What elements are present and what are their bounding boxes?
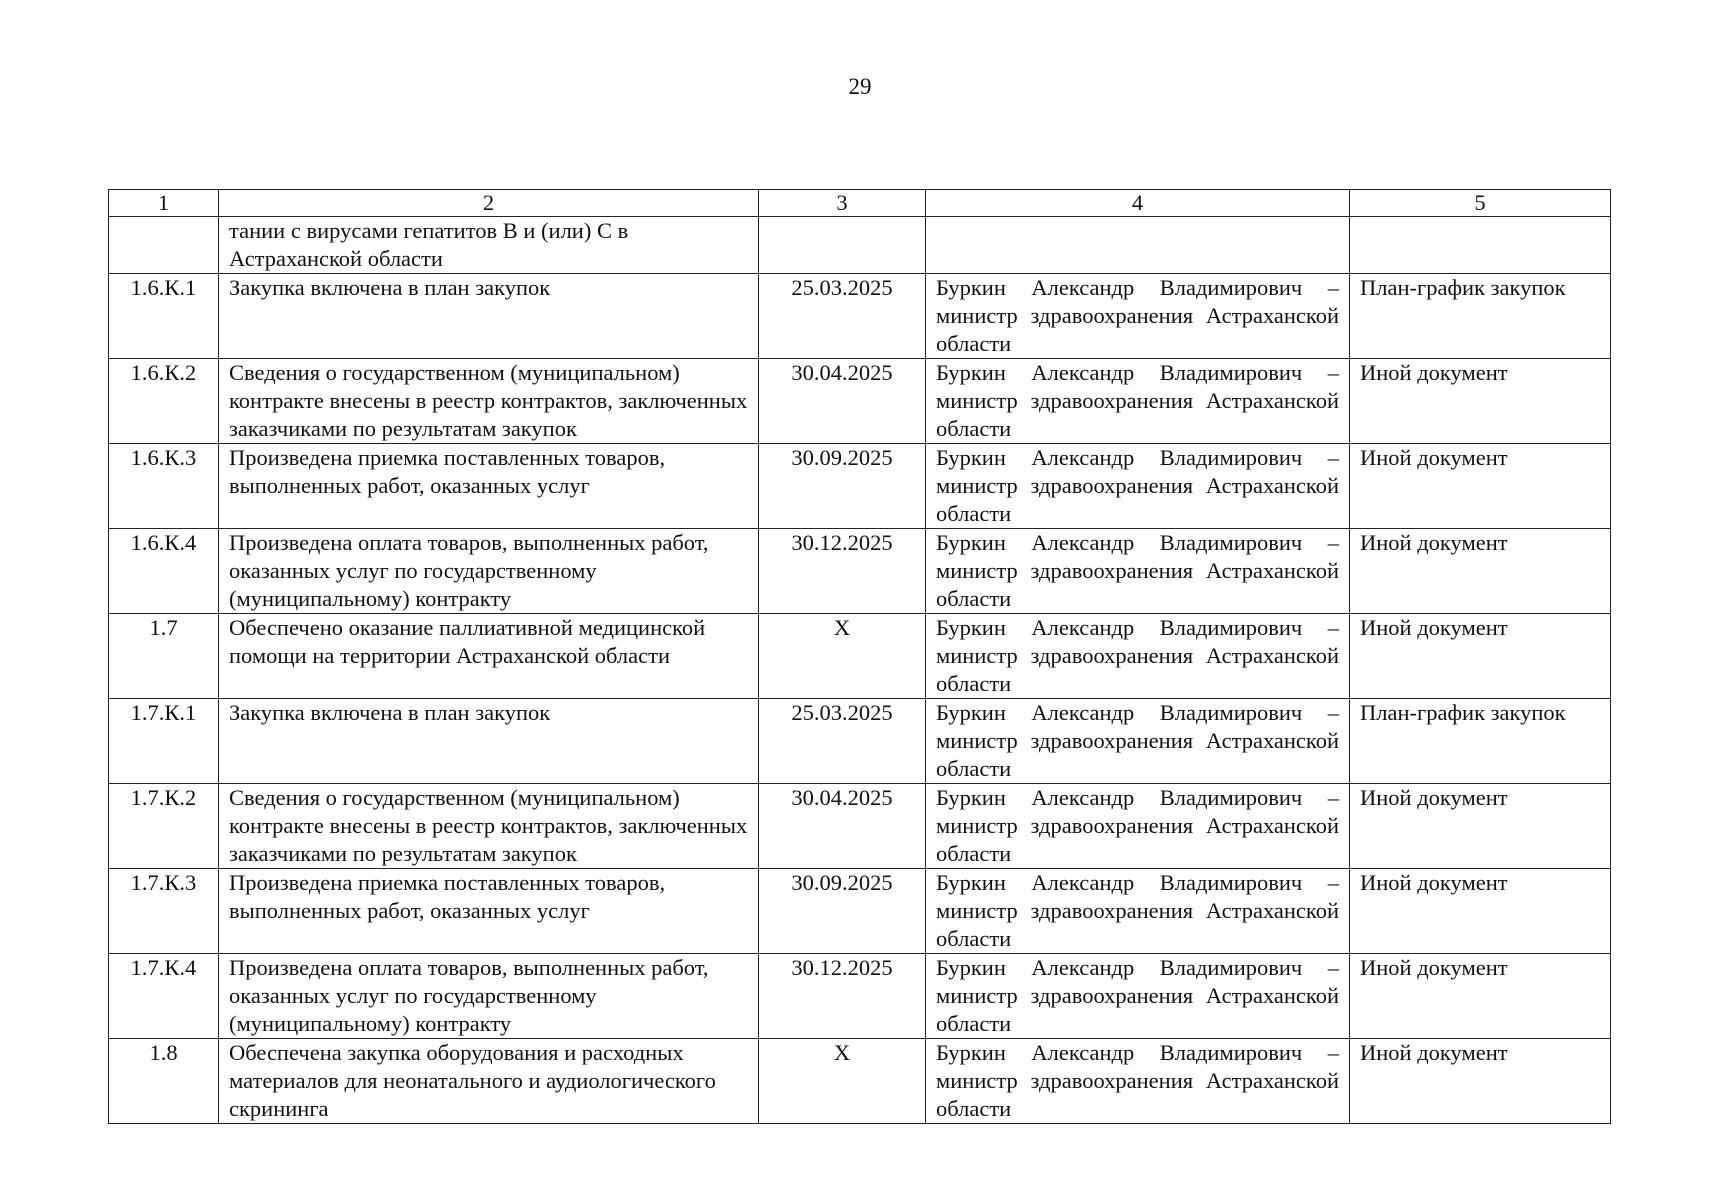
row-responsible: Буркин Александр Владимирович – министр здравоохранения Астраханской области bbox=[926, 869, 1350, 954]
row-responsible: Буркин Александр Владимирович – министр здравоохранения Астраханской области bbox=[926, 529, 1350, 614]
row-number: 1.7.К.1 bbox=[109, 699, 219, 784]
row-number: 1.7.К.3 bbox=[109, 869, 219, 954]
row-number: 1.7.К.2 bbox=[109, 784, 219, 869]
row-date: 25.03.2025 bbox=[759, 274, 926, 359]
row-number: 1.6.К.3 bbox=[109, 444, 219, 529]
row-document: Иной документ bbox=[1350, 614, 1611, 699]
header-col-3: 3 bbox=[759, 190, 926, 217]
row-responsible: Буркин Александр Владимирович – министр здравоохранения Астраханской области bbox=[926, 274, 1350, 359]
plan-table bbox=[108, 189, 1611, 1124]
table-row bbox=[109, 359, 1611, 444]
row-date: 25.03.2025 bbox=[759, 699, 926, 784]
row-document: План-график закупок bbox=[1350, 274, 1611, 359]
row-responsible: Буркин Александр Владимирович – министр здравоохранения Астраханской области bbox=[926, 1039, 1350, 1124]
row-date bbox=[759, 217, 926, 274]
row-date: 30.09.2025 bbox=[759, 444, 926, 529]
row-responsible: Буркин Александр Владимирович – министр здравоохранения Астраханской области bbox=[926, 614, 1350, 699]
table-row bbox=[109, 784, 1611, 869]
row-document: Иной документ bbox=[1350, 1039, 1611, 1124]
row-description: Обеспечена закупка оборудования и расходных материалов для неонатального и аудиологического скрининга bbox=[219, 1039, 759, 1124]
page-number: 29 bbox=[848, 74, 872, 99]
header-col-2: 2 bbox=[219, 190, 759, 217]
row-date: 30.04.2025 bbox=[759, 784, 926, 869]
table-row bbox=[109, 614, 1611, 699]
row-date: 30.09.2025 bbox=[759, 869, 926, 954]
row-description: Закупка включена в план закупок bbox=[219, 274, 759, 359]
table-row bbox=[109, 954, 1611, 1039]
row-description: тании с вирусами гепатитов В и (или) С в Астраханской области bbox=[219, 217, 759, 274]
table-row bbox=[109, 217, 1611, 274]
table-row bbox=[109, 444, 1611, 529]
row-responsible: Буркин Александр Владимирович – министр здравоохранения Астраханской области bbox=[926, 954, 1350, 1039]
row-responsible: Буркин Александр Владимирович – министр здравоохранения Астраханской области bbox=[926, 359, 1350, 444]
row-responsible: Буркин Александр Владимирович – министр здравоохранения Астраханской области bbox=[926, 444, 1350, 529]
row-responsible: Буркин Александр Владимирович – министр здравоохранения Астраханской области bbox=[926, 784, 1350, 869]
row-date: X bbox=[759, 1039, 926, 1124]
row-date: 30.04.2025 bbox=[759, 359, 926, 444]
row-description: Произведена оплата товаров, выполненных работ, оказанных услуг по государственному (муниципальному) контракту bbox=[219, 954, 759, 1039]
header-col-5: 5 bbox=[1350, 190, 1611, 217]
header-row bbox=[109, 190, 1611, 217]
row-number: 1.6.К.2 bbox=[109, 359, 219, 444]
row-document: Иной документ bbox=[1350, 869, 1611, 954]
row-number: 1.6.К.1 bbox=[109, 274, 219, 359]
row-date: 30.12.2025 bbox=[759, 529, 926, 614]
row-number: 1.7 bbox=[109, 614, 219, 699]
row-responsible: Буркин Александр Владимирович – министр здравоохранения Астраханской области bbox=[926, 699, 1350, 784]
row-responsible bbox=[926, 217, 1350, 274]
row-description: Произведена оплата товаров, выполненных работ, оказанных услуг по государственному (муниципальному) контракту bbox=[219, 529, 759, 614]
row-number bbox=[109, 217, 219, 274]
row-description: Сведения о государственном (муниципальном) контракте внесены в реестр контрактов, заключенных заказчиками по результатам закупок bbox=[219, 784, 759, 869]
table-row bbox=[109, 869, 1611, 954]
row-date: X bbox=[759, 614, 926, 699]
row-number: 1.7.К.4 bbox=[109, 954, 219, 1039]
row-number: 1.8 bbox=[109, 1039, 219, 1124]
row-document: План-график закупок bbox=[1350, 699, 1611, 784]
row-description: Сведения о государственном (муниципальном) контракте внесены в реестр контрактов, заключенных заказчиками по результатам закупок bbox=[219, 359, 759, 444]
row-description: Произведена приемка поставленных товаров, выполненных работ, оказанных услуг bbox=[219, 869, 759, 954]
table-row bbox=[109, 1039, 1611, 1124]
row-document bbox=[1350, 217, 1611, 274]
row-document: Иной документ bbox=[1350, 954, 1611, 1039]
table-row bbox=[109, 699, 1611, 784]
table-row bbox=[109, 274, 1611, 359]
row-document: Иной документ bbox=[1350, 529, 1611, 614]
header-col-4: 4 bbox=[926, 190, 1350, 217]
row-number: 1.6.К.4 bbox=[109, 529, 219, 614]
table-row bbox=[109, 529, 1611, 614]
row-description: Закупка включена в план закупок bbox=[219, 699, 759, 784]
row-description: Обеспечено оказание паллиативной медицинской помощи на территории Астраханской области bbox=[219, 614, 759, 699]
row-date: 30.12.2025 bbox=[759, 954, 926, 1039]
row-description: Произведена приемка поставленных товаров, выполненных работ, оказанных услуг bbox=[219, 444, 759, 529]
row-document: Иной документ bbox=[1350, 444, 1611, 529]
row-document: Иной документ bbox=[1350, 784, 1611, 869]
row-document: Иной документ bbox=[1350, 359, 1611, 444]
header-col-1: 1 bbox=[109, 190, 219, 217]
